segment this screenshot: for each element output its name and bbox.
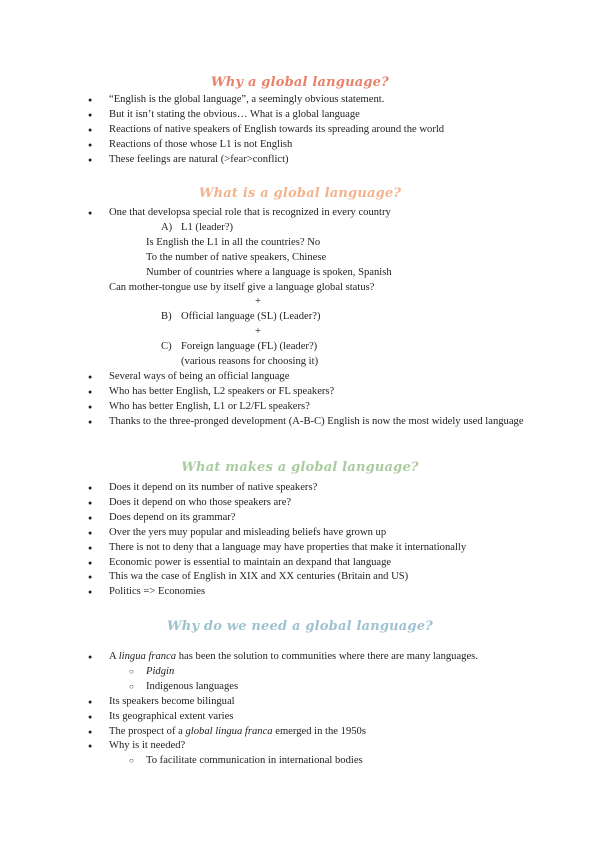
list-item: [0, 650, 600, 665]
list-item: ● Over the yers muy popular and misleading beliefs have grown up: [0, 526, 600, 541]
section-title: What is a global language?: [198, 186, 402, 201]
list-item: ● Economic power is essential to maintain an dexpand that language: [0, 556, 600, 571]
sub-list-item: ○ Indigenous languages: [0, 680, 600, 695]
list-item: ● Its speakers become bilingual: [0, 695, 600, 710]
plus-sign: +: [255, 296, 261, 308]
section-what-makes-global-language: [0, 460, 600, 600]
list-item: ● There is not to deny that a language may have properties that make it internationally: [0, 541, 600, 556]
list-item: [0, 725, 600, 740]
list-item: ● “English is the global language”, a seemingly obvious statement.: [0, 93, 600, 108]
option-letter: C): [161, 341, 172, 353]
list-item: ● But it isn’t stating the obvious… What is a global language: [0, 108, 600, 123]
section-title: What makes a global language?: [181, 460, 419, 475]
list-item: ● Thanks to the three-pronged development (A-B-C) English is now the most widely used language: [0, 415, 526, 430]
list-item: ● Does it depend on who those speakers are?: [0, 496, 600, 511]
section-why-need-global-language: [0, 619, 600, 769]
option-a-note: Number of countries where a language is spoken, Spanish: [146, 266, 392, 278]
sub-list-item: ○ To facilitate communication in international bodies: [0, 754, 600, 769]
list-item: ● Why is it needed?: [0, 739, 600, 754]
section-what-is-global-language: [0, 186, 600, 430]
list-item: ● Its geographical extent varies: [0, 710, 600, 725]
text-run: has been the solution to communities where there are many languages.: [176, 651, 478, 662]
list-item: ● Reactions of native speakers of English towards its spreading around the world: [0, 123, 600, 138]
list-item: ● Does it depend on its number of native speakers?: [0, 481, 600, 496]
option-text: Foreign language (FL) (leader?): [181, 341, 318, 353]
bullet-list: [0, 93, 600, 168]
list-item: ● Who has better English, L2 speakers or FL speakers?: [0, 385, 600, 400]
option-letter: A): [161, 221, 173, 233]
option-a-note: Is English the L1 in all the countries? No: [146, 236, 321, 248]
italic-term: global lingua franca: [185, 725, 273, 737]
bullet-list: [0, 650, 600, 769]
text-run: The prospect of a: [109, 725, 186, 737]
plus-sign: +: [255, 326, 261, 338]
bullet-list: [0, 370, 600, 430]
list-item: ● One that developsa special role that is recognized in every country: [0, 206, 600, 221]
list-item: ● Does depend on its grammar?: [0, 511, 600, 526]
sub-list-item: [0, 665, 600, 680]
list-item: ● Who has better English, L1 or L2/FL speakers?: [0, 400, 600, 415]
question-line: Can mother-tongue use by itself give a language global status?: [109, 281, 375, 293]
option-b: [0, 310, 600, 325]
option-a: [0, 221, 600, 236]
section-why-global-language: [0, 75, 600, 168]
option-c: [0, 340, 600, 355]
list-item: ● These feelings are natural (>fear>conflict): [0, 153, 600, 168]
italic-term: lingua franca: [118, 651, 177, 662]
option-letter: B): [161, 311, 172, 323]
text-run: A: [109, 651, 119, 662]
list-item: ● Politics => Economies: [0, 585, 600, 600]
italic-term: Pidgin: [146, 665, 175, 677]
bullet-list: [0, 481, 600, 600]
text-run: emerged in the 1950s: [272, 725, 366, 737]
list-item: ● Several ways of being an official language: [0, 370, 600, 385]
option-text: Official language (SL) (Leader?): [181, 311, 321, 323]
option-a-note: To the number of native speakers, Chinese: [146, 251, 327, 263]
option-c-note: (various reasons for choosing it): [181, 356, 319, 368]
section-title: Why do we need a global language?: [167, 619, 433, 634]
bullet-list: [0, 206, 600, 221]
section-title: Why a global language?: [211, 75, 389, 90]
list-item: ● Reactions of those whose L1 is not English: [0, 138, 600, 153]
option-text: L1 (leader?): [181, 221, 234, 233]
list-item: ● This wa the case of English in XIX and XX centuries (Britain and US): [0, 570, 600, 585]
